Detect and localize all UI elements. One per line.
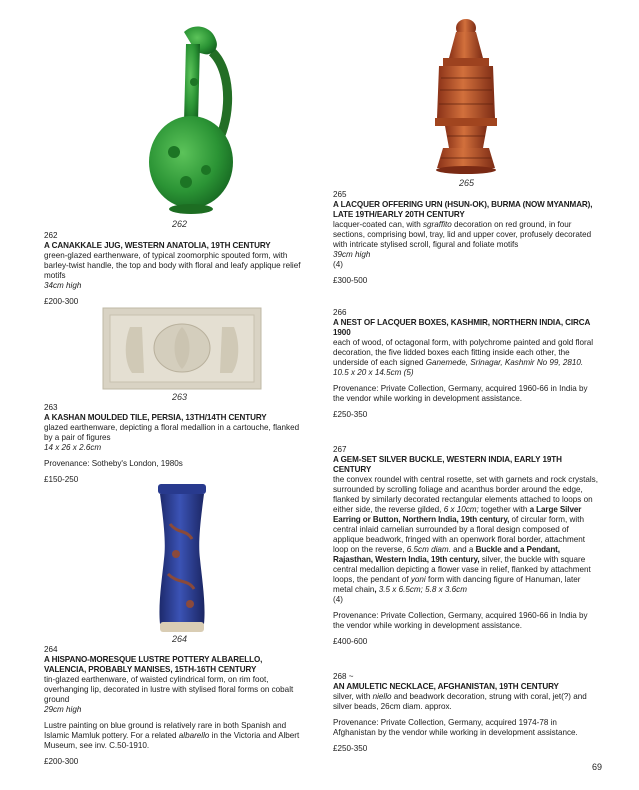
lot-estimate: £200-300 [44, 757, 79, 766]
lot-description: each of wood, of octagonal form, with polychrome painted and gold floral decoration, the five lidded boxes each fitting inside each other, the underside of each signed Ganemede, Srinagar, Kashmir No 99, 2810. [333, 338, 594, 367]
lot-number: 268 ~ [333, 672, 354, 681]
lot-title: A NEST OF LACQUER BOXES, KASHMIR, NORTHERN INDIA, CIRCA 1900 [333, 318, 590, 337]
lot-265-image-label: 265 [459, 178, 475, 188]
lot-title: A LACQUER OFFERING URN (HSUN-OK), BURMA (NOW MYANMAR), LATE 19TH/EARLY 20TH CENTURY [333, 200, 593, 219]
lot-estimate: £250-350 [333, 410, 368, 419]
lot-estimate: £150-250 [44, 475, 79, 484]
lot-267 [333, 445, 598, 647]
lot-dimensions: 39cm high [333, 250, 371, 259]
lot-provenance: Provenance: Private Collection, Germany, acquired 1960-66 in India by the vendor while working in development assistance. [333, 611, 588, 630]
lot-268 [333, 672, 598, 754]
lot-265 [333, 190, 598, 286]
lot-266 [333, 308, 598, 420]
lot-count: (4) [333, 595, 343, 604]
lot-262 [44, 231, 306, 307]
lot-title: A GEM-SET SILVER BUCKLE, WESTERN INDIA, EARLY 19TH CENTURY [333, 455, 562, 474]
urn-image [425, 18, 507, 176]
lot-dimensions: 29cm high [44, 705, 82, 714]
lot-description: tin-glazed earthenware, of waisted cylindrical form, on rim foot, overhanging lip, decorated in lustre with stylised floral forms on cobalt ground [44, 675, 294, 704]
lot-263 [44, 403, 306, 485]
jug-image [134, 22, 244, 217]
lot-dimensions: 10.5 x 20 x 14.5cm (5) [333, 368, 414, 377]
lot-description: lacquer-coated can, with sgraffito decoration on red ground, in four sections, comprising bowl, tray, lid and upper cover, profusely decorated with intricate stylised scroll, figural and foliate motifs [333, 220, 592, 249]
lot-title: AN AMULETIC NECKLACE, AFGHANISTAN, 19TH CENTURY [333, 682, 559, 691]
lot-title: A CANAKKALE JUG, WESTERN ANATOLIA, 19TH CENTURY [44, 241, 271, 250]
lot-dimensions: 34cm high [44, 281, 82, 290]
lot-number: 265 [333, 190, 347, 199]
lot-number: 264 [44, 645, 58, 654]
lot-description: glazed earthenware, depicting a floral medallion in a cartouche, flanked by a pair of figures [44, 423, 300, 442]
tile-image [102, 307, 262, 390]
lot-provenance: Provenance: Sotheby's London, 1980s [44, 459, 183, 468]
lot-description: the convex roundel with central rosette, set with garnets and rock crystals, surrounded by scrolling foliage and acanthus border around the edge, flanked by similarly decorated rectangular elements attached to loops on either side, the reverse gilded, 6 x 10cm; together with a Large Silver Earring or Button, Northern India, 19th century, of circular form, with central inlaid carnelian surrounded by a floral design composed of applique beadwork, fringed with an openwork floral border, attachment loop on the reverse, 6.5cm diam. and a Buckle and a Pendant, Rajasthan, Western India, 19th century, silver, the buckle with square central medallion depicting a flower vase in relief, flanked by attachment loops, the pendant of yoni form with dancing figure of Hanuman, later metal chain, 3.5 x 6.5cm; 5.8 x 3.6cm [333, 475, 598, 594]
lot-note: Lustre painting on blue ground is relatively rare in both Spanish and Islamic Mamluk pottery. For a related albarello in the Victoria and Albert Museum, see inv. C.50-1910. [44, 721, 300, 750]
lot-estimate: £400-600 [333, 637, 368, 646]
lot-title: A KASHAN MOULDED TILE, PERSIA, 13TH/14TH CENTURY [44, 413, 267, 422]
albarello-image [148, 484, 216, 634]
lot-number: 266 [333, 308, 347, 317]
lot-title: A HISPANO-MORESQUE LUSTRE POTTERY ALBARELLO, VALENCIA, PROBABLY MANISES, 15TH-16TH CENTURY [44, 655, 263, 674]
lot-count: (4) [333, 260, 343, 269]
lot-dimensions: 14 x 26 x 2.6cm [44, 443, 102, 452]
lot-263-image-label: 263 [172, 392, 188, 402]
lot-264 [44, 645, 306, 767]
lot-number: 262 [44, 231, 58, 240]
lot-provenance: Provenance: Private Collection, Germany, acquired 1974-78 in Afghanistan by the vendor while working in development assistance. [333, 718, 578, 737]
lot-262-image-label: 262 [172, 219, 188, 229]
lot-estimate: £200-300 [44, 297, 79, 306]
lot-description: silver, with niello and beadwork decoration, strung with coral, jet(?) and silver beads, 26cm diam. approx. [333, 692, 587, 711]
lot-estimate: £300-500 [333, 276, 368, 285]
lot-description: green-glazed earthenware, of typical zoomorphic spouted form, with barley-twist handle, the top and body with floral and leafy applique relief motifs [44, 251, 301, 280]
lot-provenance: Provenance: Private Collection, Germany, acquired 1960-66 in India by the vendor while working in development assistance. [333, 384, 588, 403]
lot-estimate: £250-350 [333, 744, 368, 753]
lot-264-image-label: 264 [172, 634, 188, 644]
lot-number: 267 [333, 445, 347, 454]
lot-number: 263 [44, 403, 58, 412]
page-number: 69 [591, 762, 602, 772]
